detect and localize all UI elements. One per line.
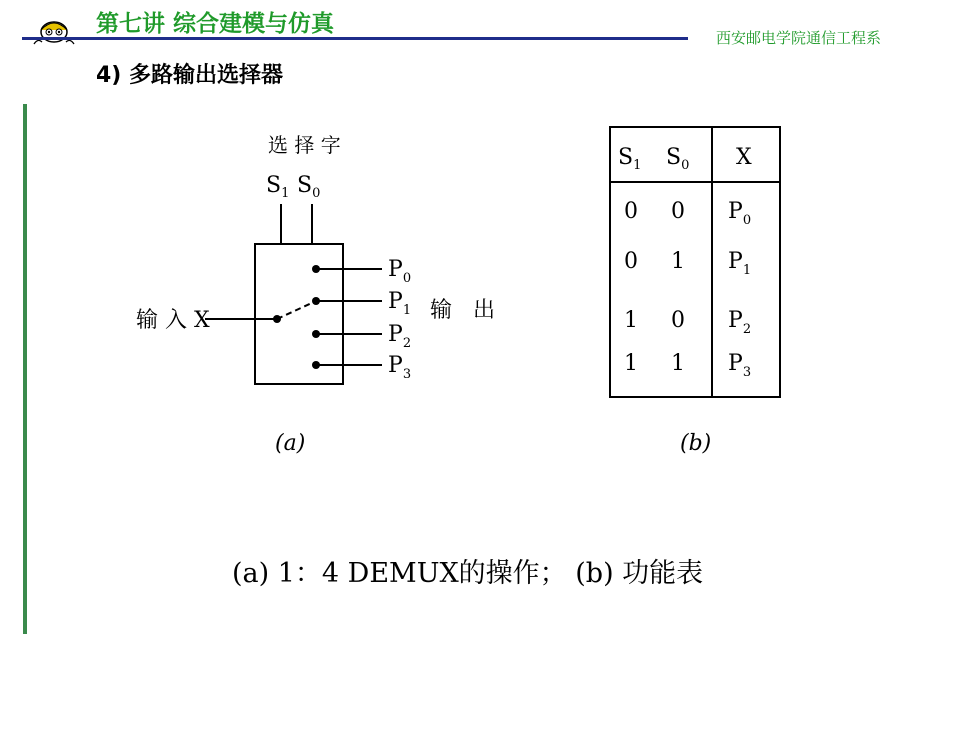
row1-s1: 0 [624,249,638,274]
function-table [600,120,800,470]
row0-s1: 0 [624,199,638,224]
row0-s0: 0 [671,199,685,224]
side-bar [23,104,27,634]
table-row [624,351,751,380]
row3-x: $P_3$ [728,351,752,380]
figure-caption: (a) 1：4 DEMUX的操作； (b) 功能表 [232,558,704,589]
input-label: 输 入 X [136,308,210,333]
section-subtitle: 4) 多路输出选择器 [96,63,284,88]
select-word: 选 择 字 [268,133,341,157]
select-s1-label: $S_1$ [266,173,290,201]
table-row [624,249,751,278]
table-header-x: X [736,145,752,170]
row1-x: $P_1$ [728,249,752,278]
output-label-p0: $P_0$ [388,257,412,286]
switch-arm [277,301,316,319]
logo-icon [30,18,78,48]
table-header-s1: $S_1$ [618,145,642,173]
output-label: 输 出 [430,298,495,323]
demux-box [255,244,343,384]
table-row [624,199,751,228]
output-label-p1: $P_1$ [388,289,412,318]
organization-name: 西安邮电学院通信工程系 [716,29,882,47]
row2-s0: 0 [671,308,685,333]
output-label-p3: $P_3$ [388,353,412,382]
table-row [624,308,751,337]
table-header-s0: $S_0$ [666,145,690,173]
row0-x: $P_0$ [728,199,752,228]
demux-diagram [100,120,530,470]
lecture-title: 第七讲 综合建模与仿真 [96,11,335,37]
row1-s0: 1 [671,249,685,274]
header-rule [22,37,688,40]
table-b-label: (b) [680,431,712,456]
diagram-a-label: (a) [275,431,306,456]
output-label-p2: $P_2$ [388,322,412,351]
select-s0-label: $S_0$ [297,173,321,201]
row2-s1: 1 [624,308,638,333]
row3-s1: 1 [624,351,638,376]
row2-x: $P_2$ [728,308,752,337]
row3-s0: 1 [671,351,685,376]
